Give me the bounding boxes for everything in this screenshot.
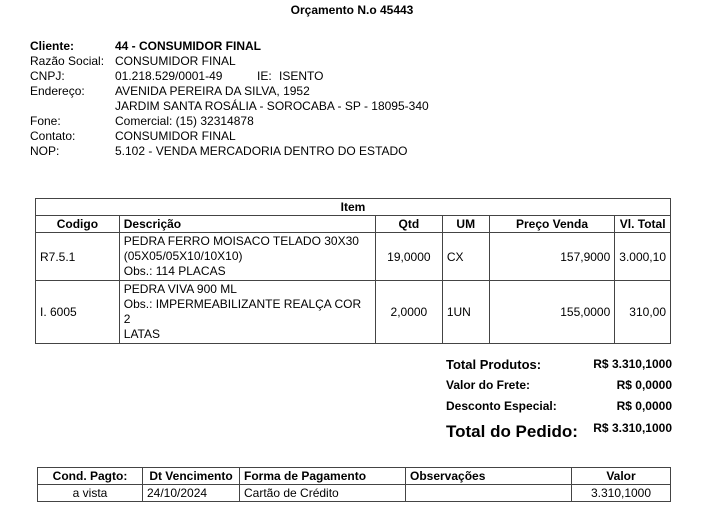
row-descricao-line: (05X05/05X10/10X10)	[123, 249, 243, 263]
row-qtd: 19,0000	[375, 233, 442, 281]
table-row	[36, 233, 671, 281]
totals-block	[446, 354, 672, 445]
table-row	[38, 485, 671, 502]
razao-social-value: CONSUMIDOR FINAL	[115, 54, 236, 68]
column-header-valor: Valor	[572, 468, 671, 485]
endereco-label: Endereço:	[30, 84, 85, 98]
column-header-descricao: Descrição	[119, 216, 375, 233]
payment-table	[37, 467, 671, 502]
desconto-especial-label: Desconto Especial:	[446, 399, 557, 413]
ie-value: ISENTO	[279, 69, 324, 83]
column-header-observacoes: Observações	[406, 468, 572, 485]
row-descricao	[119, 233, 375, 281]
total-produtos-value: R$ 3.310,1000	[593, 357, 672, 371]
contato-value: CONSUMIDOR FINAL	[115, 129, 236, 143]
column-header-forma-pagamento: Forma de Pagamento	[240, 468, 406, 485]
column-header-qtd: Qtd	[375, 216, 442, 233]
total-pedido-label: Total do Pedido:	[446, 422, 578, 441]
total-produtos-label: Total Produtos:	[446, 357, 542, 372]
column-header-vl-total: Vl. Total	[615, 216, 671, 233]
client-label: Cliente:	[30, 39, 75, 53]
payment-vencimento: 24/10/2024	[143, 485, 240, 502]
endereco-line1: AVENIDA PEREIRA DA SILVA, 1952	[115, 84, 310, 98]
row-descricao-line: Obs.: IMPERMEABILIZANTE REALÇA COR 2	[123, 297, 362, 326]
desconto-especial-value: R$ 0,0000	[616, 399, 672, 413]
row-total: 310,00	[615, 281, 671, 344]
payment-obs	[406, 485, 572, 502]
nop-value: 5.102 - VENDA MERCADORIA DENTRO DO ESTADO	[115, 144, 408, 158]
row-preco: 155,0000	[489, 281, 615, 344]
fone-label: Fone:	[30, 114, 61, 128]
payment-valor: 3.310,1000	[572, 485, 671, 502]
total-pedido-value: R$ 3.310,1000	[593, 421, 672, 435]
row-descricao-line: PEDRA FERRO MOISACO TELADO 30X30	[123, 234, 359, 248]
client-value: 44 - CONSUMIDOR FINAL	[115, 39, 262, 53]
row-total: 3.000,10	[615, 233, 671, 281]
row-descricao-line: LATAS	[123, 327, 160, 341]
row-codigo: R7.5.1	[36, 233, 120, 281]
row-codigo: I. 6005	[36, 281, 120, 344]
column-header-um: UM	[442, 216, 489, 233]
cnpj-value: 01.218.529/0001-49	[115, 69, 223, 83]
fone-value: Comercial: (15) 32314878	[115, 114, 254, 128]
cnpj-label: CNPJ:	[30, 69, 65, 83]
valor-frete-label: Valor do Frete:	[446, 378, 531, 392]
contato-label: Contato:	[30, 129, 76, 143]
row-preco: 157,9000	[489, 233, 615, 281]
payment-cond: a vista	[38, 485, 143, 502]
row-um: CX	[442, 233, 489, 281]
row-descricao	[119, 281, 375, 344]
razao-social-label: Razão Social:	[30, 54, 105, 68]
row-qtd: 2,0000	[375, 281, 442, 344]
column-header-dt-vencimento: Dt Vencimento	[143, 468, 240, 485]
column-header-codigo: Codigo	[36, 216, 120, 233]
nop-label: NOP:	[30, 144, 60, 158]
row-descricao-line: Obs.: 114 PLACAS	[123, 264, 226, 278]
column-header-preco-venda: Preço Venda	[489, 216, 615, 233]
row-um: 1UN	[442, 281, 489, 344]
items-table-header: Item	[36, 199, 671, 216]
items-table	[35, 198, 671, 344]
endereco-line2: JARDIM SANTA ROSÁLIA - SOROCABA - SP - 18095-340	[115, 99, 429, 113]
table-row	[36, 281, 671, 344]
row-descricao-line: PEDRA VIVA 900 ML	[123, 282, 237, 296]
document-title: Orçamento N.o 45443	[290, 3, 414, 17]
column-header-cond-pagto: Cond. Pagto:	[38, 468, 143, 485]
valor-frete-value: R$ 0,0000	[616, 378, 672, 392]
payment-forma: Cartão de Crédito	[240, 485, 406, 502]
ie-label: IE:	[257, 69, 272, 83]
